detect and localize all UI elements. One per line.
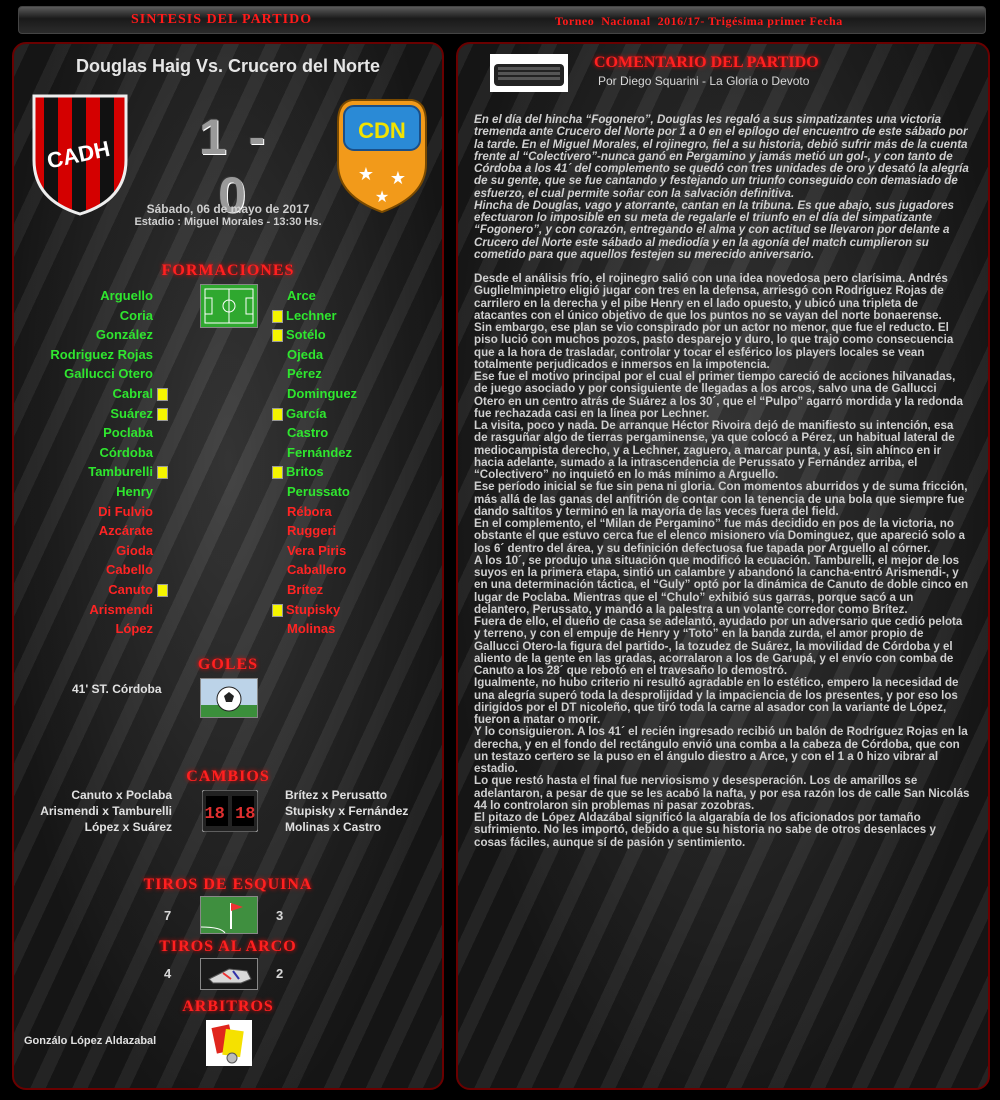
player-name: Pérez (287, 366, 322, 382)
player-name: Suárez (110, 405, 153, 421)
arbitros-title: ARBITROS (182, 998, 274, 1015)
away-player (287, 325, 437, 344)
home-sub: Canuto x Poclaba (71, 788, 172, 802)
away-player (287, 482, 437, 501)
away-player (287, 580, 437, 599)
player-name: Britos (286, 464, 324, 480)
intro-paragraph: En el día del hincha “Fogonero”, Douglas les regaló a sus simpatizantes una victoria tremenda ante Crucero del Norte por 1 a 0 en el epílogo del encuentro de este sábado por la tarde. En el Miguel Morales, el rojinegro, fiel a su historia, debió sufrir más de la cuenta frente al “Colectivero”-nunca ganó en Pergamino y jamás metió un gol-, y con tanto de Córdoba a los 41´ del complemento se quedó con tres unidades de oro y desató la alegría de su gente, que se fue cantando y festejando un triunfo conseguido con demasiado de esfuerzo, el cual permite soñar con la salvación definitiva. (474, 113, 969, 200)
match-summary-panel (12, 42, 444, 1090)
away-player (287, 502, 437, 521)
player-name: Caballero (287, 562, 347, 578)
home-player (14, 580, 172, 599)
referee-cards-icon (206, 1020, 252, 1066)
home-player (14, 325, 172, 344)
player-name: Rébora (287, 503, 332, 519)
header-tournament: Torneo Nacional 2016/17- Trigésima primer Fecha (555, 14, 843, 28)
away-player (287, 541, 437, 560)
player-name: Castro (287, 425, 329, 441)
comment-body (474, 114, 970, 849)
player-name: Cabral (112, 386, 153, 401)
player-name: Stupisky (286, 601, 341, 617)
corner-flag-icon (200, 896, 258, 934)
home-player (14, 502, 172, 521)
player-name: Brítez (287, 582, 324, 597)
away-player (287, 345, 437, 364)
comment-paragraph: Sin embargo, ese plan se vio conspirado por un actor no menor, que fue el reducto. El piso lució con muchos pozos, pasto desparejo y duro, lo que trajo como consecuencia que a la hora de trasladar, controlar y tocar el esférico los players locales se vean totalmente perjudicados e inmersos en la impotencia. (474, 321, 954, 371)
home-player (14, 384, 172, 403)
home-player (14, 521, 172, 540)
home-sub: López x Suárez (84, 820, 172, 834)
player-name: Cabello (106, 562, 153, 578)
away-player (287, 404, 437, 423)
comment-paragraph: Igualmente, no hubo criterio ni resultó agradable en lo estético, empero la necesidad de una alegría superó toda la desprolijidad y la impaciencia de los presentes, y por eso los dirigidos por el DT nicoleño, que tiró toda la carne al asador con la variante de López, fueron a matar o morir. (474, 676, 959, 726)
player-name: Sotélo (286, 327, 326, 343)
comment-paragraph: Desde el análisis frío, el rojinegro salió con una idea novedosa pero clarísima. Andrés Guglielminpietro eligió jugar con tres en la defensa, arriesgó con Rodríguez Rojas de carrilero en la derecha y el pibe Henry en el lado opuesto, y ubicó una tripleta de atacantes con el único objetivo de que los puntos no se vayan del norte bonaerense. (474, 272, 948, 322)
player-name: López (115, 621, 153, 637)
player-name: Tamburelli (88, 464, 153, 480)
yellow-card-icon (272, 604, 283, 617)
away-player (287, 423, 437, 442)
goal-entry: 41' ST. Córdoba (72, 682, 162, 696)
goles-title: GOLES (197, 656, 259, 673)
header-bar (18, 6, 986, 34)
boot-icon (200, 958, 258, 990)
player-name: Vera Piris (287, 542, 347, 558)
comment-paragraph: Ese período inicial se fue sin pena ni gloria. Con momentos aburridos y de suma fricción, más allá de las ganas del anfitrión de contar con la tenencia de una bola que siempre fue dando saltitos y terminó en la mayoría de las veces fuera del field. (474, 480, 968, 518)
comment-paragraph: A los 10´, se produjo una situación que modificó la ecuación. Tamburelli, el mejor de los suyos en la primera etapa, sintió un calambre y abandonó la cancha-entró Arismendi-, y en una determinación táctica, el “Guly” optó por la dinámica de Canuto de doble cinco en lugar de Poclaba. Mientras que el “Chulo” exhibió sus garras, porque sacó a un delantero, Perussato, y mandó a la palestra a un volante corredor como Brítez. (474, 553, 969, 616)
star-icon: ★ (357, 164, 375, 184)
comment-paragraph: Fuera de ello, el dueño de casa se adelantó, ayudado por un adversario que cedió pelota y terreno, y con el empuje de Henry y “Toto” en la banda zurda, el amor propio de Gallucci Otero-la figura del partido-, la tozudez de Suárez, la movilidad de Córdoba y el aliento de la gente en las gradas, acorralaron a los de Garupá, y el envío con comba de Canuto a los 28´ que rebotó en el travesaño lo demostró. (474, 615, 963, 677)
corners-title: TIROS DE ESQUINA (143, 876, 313, 893)
player-name: Poclaba (103, 425, 153, 441)
away-sub: Brítez x Perusatto (285, 788, 388, 802)
player-name: Lechner (286, 307, 337, 323)
yellow-card-icon (157, 388, 168, 401)
corners-away: 3 (276, 908, 284, 923)
star-icon: ★ (389, 168, 407, 188)
match-date: Sábado, 06 de mayo de 2017 (146, 202, 310, 216)
away-team-logo (332, 92, 432, 216)
match-title: Douglas Haig Vs. Crucero del Norte (75, 56, 381, 76)
player-name: Dominguez (287, 386, 358, 401)
player-name: Gioda (116, 542, 153, 558)
player-name: García (286, 405, 327, 421)
home-player (14, 306, 172, 325)
player-name: Azcárate (98, 523, 153, 539)
player-name: Ruggeri (287, 523, 337, 539)
home-player (14, 345, 172, 364)
away-player (287, 443, 437, 462)
home-player (14, 443, 172, 462)
player-name: Canuto (108, 582, 153, 597)
referee-name: Gonzálo López Aldazabal (24, 1035, 157, 1047)
player-name: Gallucci Otero (64, 366, 153, 382)
away-logo-text: CDN (358, 118, 406, 143)
player-name: Henry (116, 484, 153, 499)
yellow-card-icon (157, 466, 168, 479)
score: 1 - 0 (198, 109, 270, 223)
home-player (14, 600, 172, 619)
home-team-logo (26, 90, 134, 218)
home-player (14, 560, 172, 579)
header-left-title: SINTESIS DEL PARTIDO (131, 12, 313, 27)
home-sub: Arismendi x Tamburelli (40, 804, 172, 818)
board-numbers: 18 18 (204, 805, 256, 824)
home-player (14, 404, 172, 423)
player-name: Perussato (287, 484, 350, 499)
shots-home: 4 (164, 966, 172, 981)
player-name: Arismendi (89, 601, 153, 617)
home-player (14, 541, 172, 560)
cambios-title: CAMBIOS (186, 768, 270, 785)
player-name: Fernández (287, 444, 353, 460)
shots-title: TIROS AL ARCO (159, 938, 297, 955)
home-logo-text: CADH (44, 135, 113, 174)
player-name: Coria (119, 307, 153, 323)
comment-paragraph: Ese fue el motivo principal por el cual el primer tiempo careció de acciones hilvanadas, de juego asociado y por consiguiente de llegadas a los arcos, salvo una de Gallucci Otero en un centro atrás de Suárez a los 30´, que el “Pulpo” agarró mordida y la redonda fue rechazada casi en la línea por Lechner. (474, 370, 963, 420)
home-player (14, 423, 172, 442)
comment-paragraph: En el complemento, el “Milan de Pergamino” fue más decidido en pos de la victoria, no obstante el que estuvo cerca fue el elenco misionero vía Dominguez, que apareció solo a los 6´ dentro del área, y su definición defectuosa fue tapada por Arguello al córner. (474, 517, 965, 555)
player-name: Ojeda (287, 346, 324, 362)
away-sub: Stupisky x Fernández (285, 804, 409, 818)
away-sub: Molinas x Castro (285, 820, 382, 834)
comment-panel (456, 42, 990, 1090)
comment-paragraph: La visita, poco y nada. De arranque Héctor Rivoira dejó de manifiesto su intención, esa de rasguñar algo de tierras pergaminense, ya que colocó a Pérez, un habitual lateral de mediocampista derecho, y a Lechner, zaguero, a marcar punta, y así, sin ahínco en ir hacia adelante, sumado a la intrascendencia de Perussato y Fernández arriba, el “Colectivero” no inquietó en lo más mínimo a Arguello. (474, 419, 955, 481)
away-player (287, 521, 437, 540)
player-name: Molinas (287, 621, 336, 637)
match-stadium: Estadio : Miguel Morales - 13:30 Hs. (134, 216, 322, 228)
home-player (14, 482, 172, 501)
soccer-ball-icon (200, 678, 258, 718)
substitution-board-icon (202, 790, 258, 832)
player-name: Di Fulvio (98, 503, 153, 519)
keyboard-icon (490, 54, 568, 92)
player-name: Arguello (100, 288, 153, 303)
pitch-icon (200, 284, 258, 328)
yellow-card-icon (157, 408, 168, 421)
formaciones-title: FORMACIONES (161, 262, 295, 279)
comment-paragraph: El pitazo de López Aldazábal significó la algarabía de los aficionados por tamaño sufrimiento. No les importó, debido a que su historia no sabe de otros desenlaces y cosas fáciles, aunque sí de pasión y sentimiento. (474, 811, 936, 849)
home-player (14, 619, 172, 638)
comment-paragraph: Y lo consiguieron. A los 41´ el recién ingresado recibió un balón de Rodríguez Rojas en la derecha, y en el fondo del rectángulo envió una comba a la cabeza de Córdoba, que con un testazo certero se la puso en el ángulo diestro a Arce, y con el 1 a 0 hizo vibrar al estadio. (474, 725, 968, 775)
home-player (14, 462, 172, 481)
comment-paragraph: Lo que restó hasta el final fue nerviosismo y desesperación. Los de amarillos se adelantaron, a pesar de que se les acabó la nafta, y por esa razón los de calle San Nicolás 44 lo controlaron sin problemas ni pasar zozobras. (474, 774, 970, 812)
player-name: Rodriguez Rojas (50, 346, 153, 362)
intro-paragraph: Hincha de Douglas, vago y atorrante, cantan en la tribuna. Es que abajo, sus jugadores efectuaron lo imposible en su meta de regalarle el triunfo en el día del simpatizante “Fogonero”, y con corazón, entregando el alma y con actitud se llevaron por delante a Crucero del Norte este sábado al mediodía y en la agonía del match cumplieron su cometido para que aquellos festejen su merecido aniversario. (474, 198, 954, 261)
corners-home: 7 (164, 908, 172, 923)
away-player (287, 286, 437, 305)
yellow-card-icon (272, 466, 283, 479)
home-player (14, 364, 172, 383)
away-player (287, 364, 437, 383)
away-player (287, 600, 437, 619)
away-player (287, 619, 437, 638)
player-name: González (95, 327, 153, 343)
away-player (287, 560, 437, 579)
away-player (287, 384, 437, 403)
yellow-card-icon (157, 584, 168, 597)
away-player (287, 306, 437, 325)
yellow-card-icon (272, 329, 283, 342)
shots-away: 2 (276, 966, 284, 981)
comment-byline: Por Diego Squarini - La Gloria o Devoto (598, 74, 810, 88)
home-player (14, 286, 172, 305)
yellow-card-icon (272, 408, 283, 421)
star-icon: ★ (374, 189, 390, 206)
player-name: Córdoba (99, 444, 153, 460)
player-name: Arce (287, 288, 316, 303)
comment-title: COMENTARIO DEL PARTIDO (594, 54, 819, 71)
yellow-card-icon (272, 310, 283, 323)
away-player (287, 462, 437, 481)
